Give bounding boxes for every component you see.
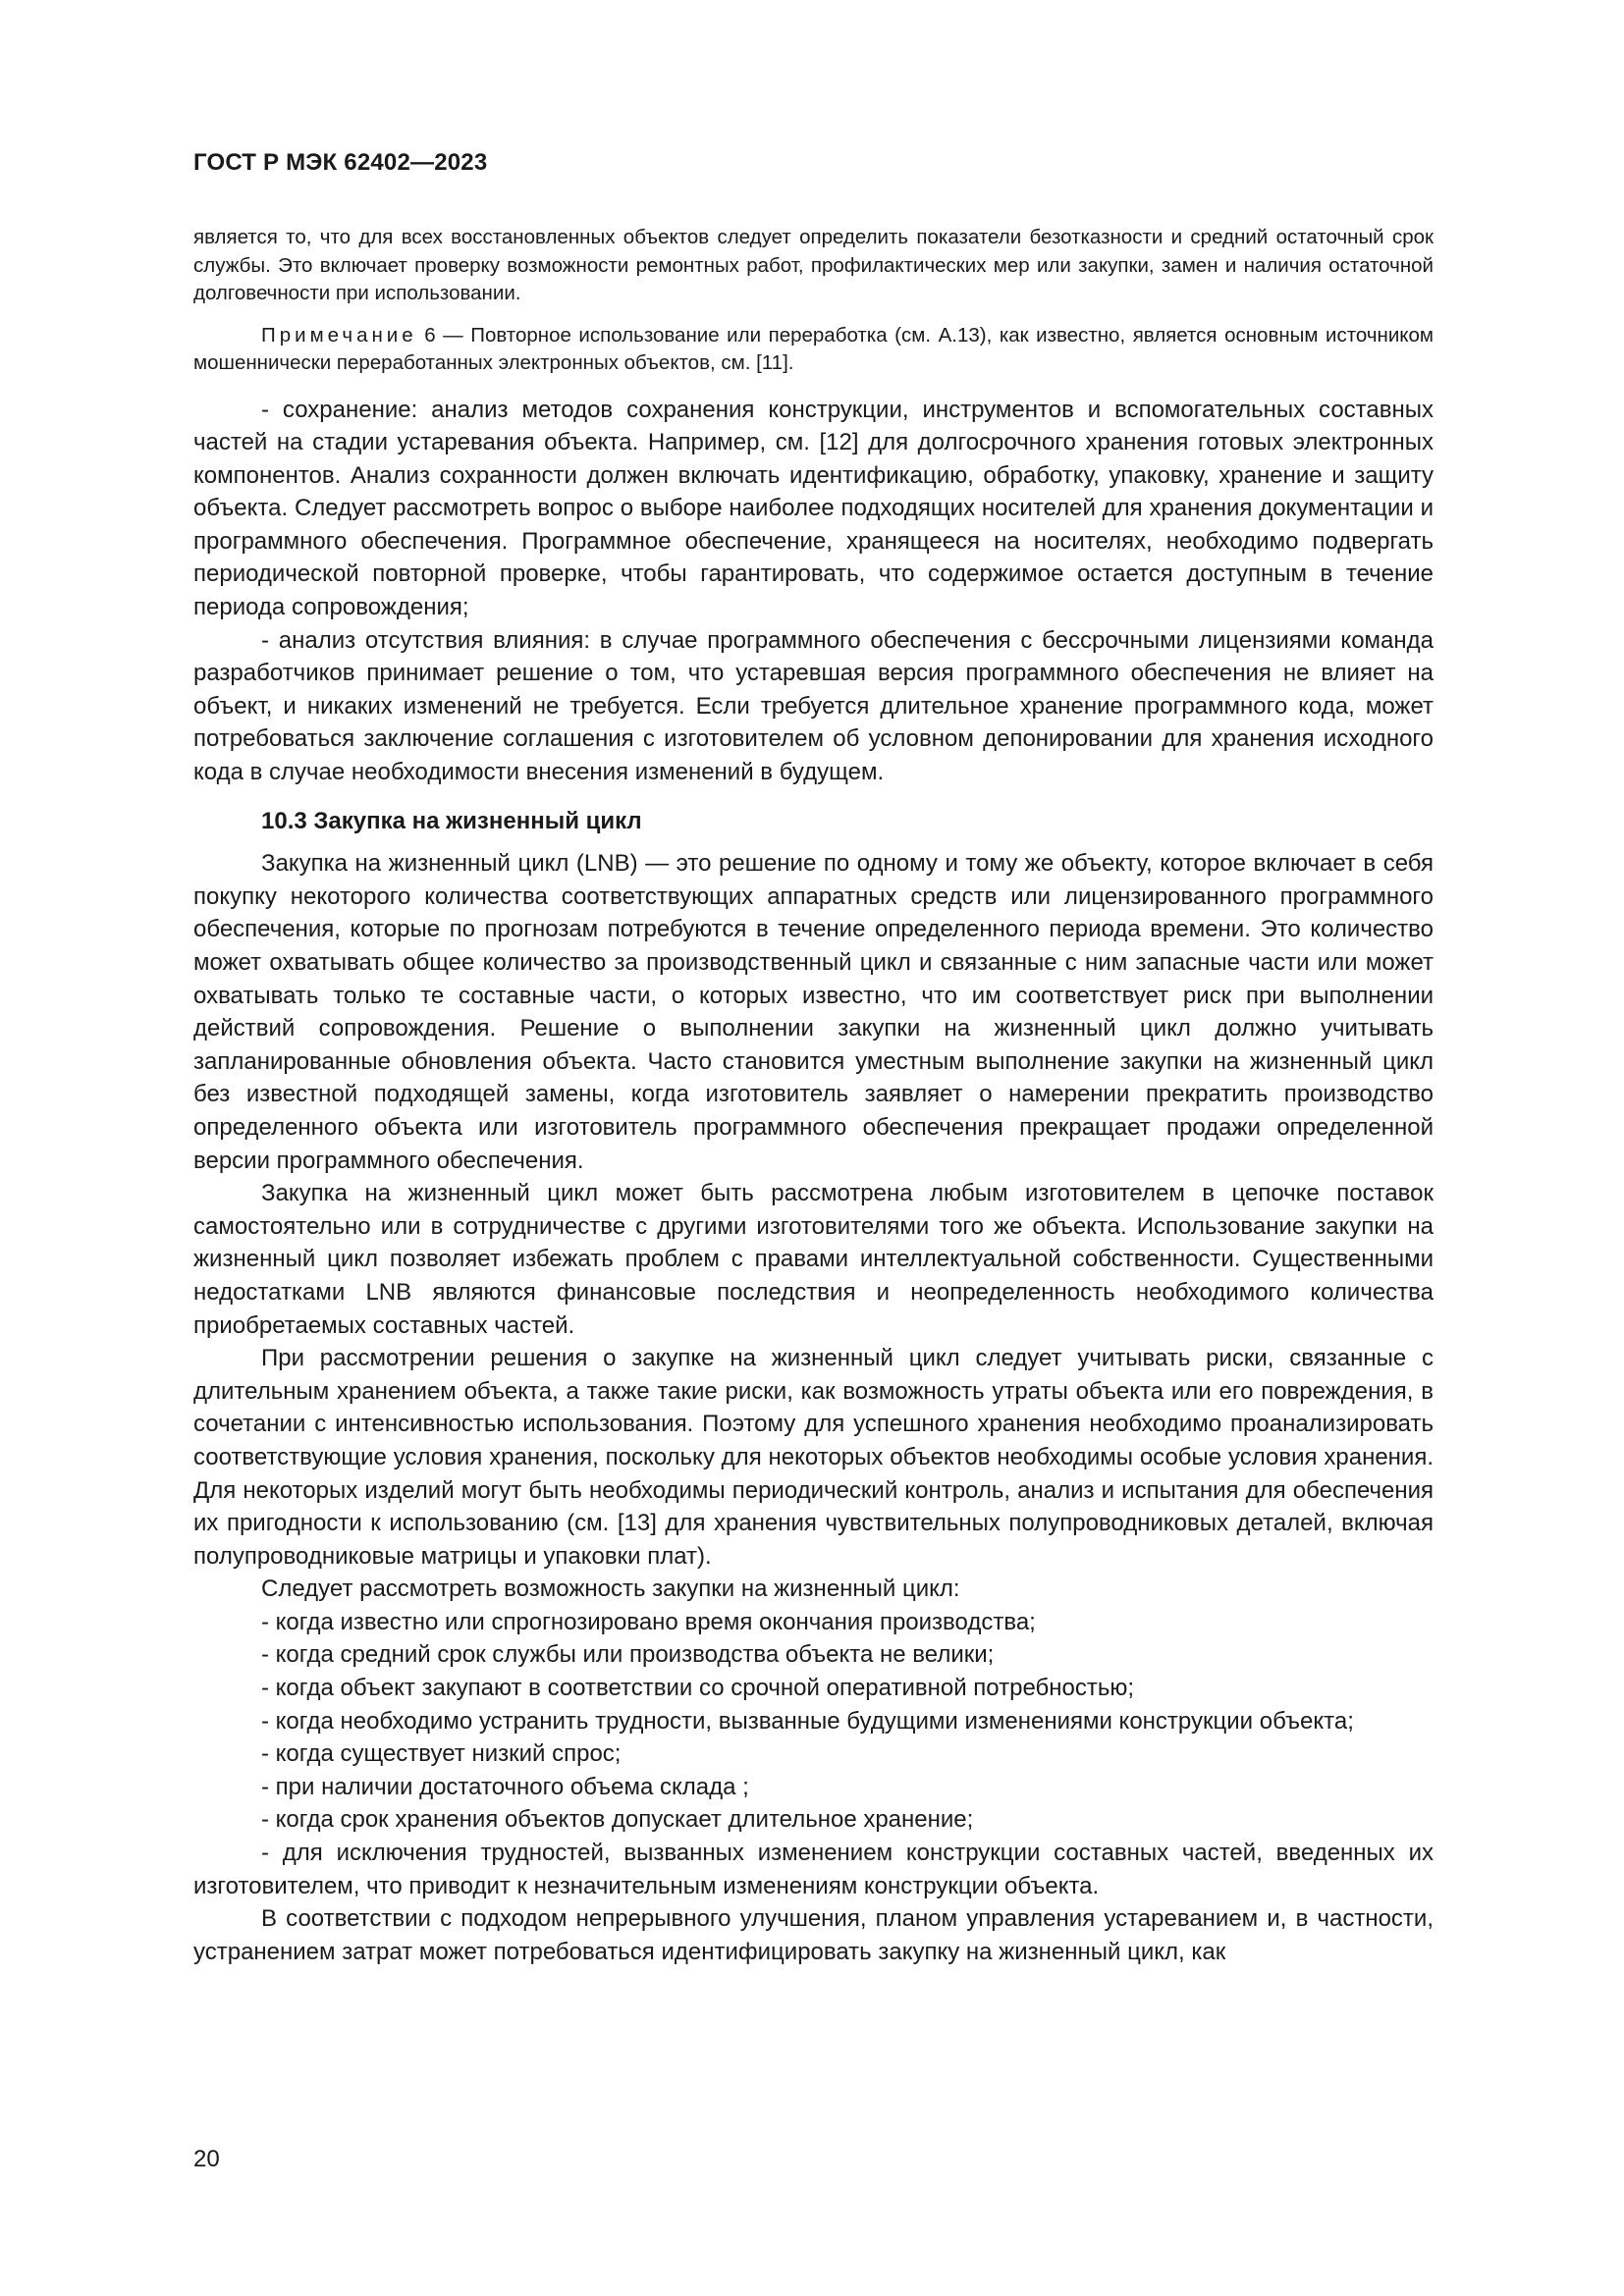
list-item: - когда необходимо устранить трудности, вызванные будущими изменениями конструкции объекта; (261, 1707, 1354, 1735)
section-body (193, 847, 1434, 1968)
paragraph: В соответствии с подходом непрерывного улучшения, планом управления устареванием и, в частности, устранением затрат может потребоваться идентифицировать закупку на жизненный цикл, как (193, 1905, 1434, 1965)
note-label: Примечание (261, 323, 417, 347)
list-item: - когда существует низкий спрос; (261, 1740, 622, 1768)
note-paragraph (193, 322, 1434, 378)
paragraph: Закупка на жизненный цикл (LNB) — это решение по одному и тому же объекту, которое включает в себя покупку некоторого количества соответствующих аппаратных средств или лицензированного программного обеспечения, которые по прогнозам потребуются в течение определенного периода времени. Это количество может охватывать общее количество за производственный цикл и связанные с ним запасные части или может охватывать только те составные части, о которых известно, что им соответствует риск при выполнении действий сопровождения. Решение о выполнении закупки на жизненный цикл должно учитывать запланированные обновления объекта. Часто становится уместным выполнение закупки на жизненный цикл без известной подходящей замены, когда изготовитель заявляет о намерении прекратить производство определенного объекта или изготовитель программного обеспечения прекращает продажи определенной версии программного обеспечения. (193, 850, 1434, 1174)
preservation-block (193, 394, 1434, 789)
list-item-no-impact: - анализ отсутствия влияния: в случае программного обеспечения с бессрочными лицензиями команда разработчиков принимает решение о том, что устаревшая версия программного обеспечения не влияет на объект, и никаких изменений не требуется. Если требуется длительное хранение программного кода, может потребоваться заключение соглашения с изготовителем об условном депонировании для хранения исходного кода в случае необходимости внесения изменений в будущем. (193, 626, 1434, 786)
list-item: - когда объект закупают в соответствии со срочной оперативной потребностью; (261, 1675, 1135, 1702)
document-page (193, 0, 1434, 2296)
list-item: - для исключения трудностей, вызванных изменением конструкции составных частей, введенных их изготовителем, что приводит к незначительным изменениям конструкции объекта. (193, 1840, 1434, 1899)
list-item-preservation: - сохранение: анализ методов сохранения конструкции, инструментов и вспомогательных составных частей на стадии устаревания объекта. Например, см. [12] для долгосрочного хранения готовых электронных компонентов. Анализ сохранности должен включать идентификацию, обработку, упаковку, хранение и защиту объекта. Следует рассмотреть вопрос о выборе наиболее подходящих носителей для хранения документации и программного обеспечения. Программное обеспечение, хранящееся на носителях, необходимо подвергать периодической повторной проверке, чтобы гарантировать, что содержимое остается доступным в течение периода сопровождения; (193, 396, 1434, 621)
document-body (193, 224, 1434, 1968)
paragraph: Следует рассмотреть возможность закупки на жизненный цикл: (261, 1575, 960, 1603)
list-item: - когда срок хранения объектов допускает длительное хранение; (261, 1806, 974, 1834)
list-item: - когда средний срок службы или производства объекта не велики; (261, 1641, 995, 1669)
paragraph: При рассмотрении решения о закупке на жизненный цикл следует учитывать риски, связанные с длительным хранением объекта, а также такие риски, как возможность утраты объекта или его повреждения, в сочетании с интенсивностью использования. Поэтому для успешного хранения необходимо проанализировать соответствующие условия хранения, поскольку для некоторых объектов необходимы особые условия хранения. Для некоторых изделий могут быть необходимы периодический контроль, анализ и испытания для обеспечения их пригодности к использованию (см. [13] для хранения чувствительных полупроводниковых деталей, включая полупроводниковые матрицы и упаковки плат). (193, 1345, 1434, 1570)
page-number: 20 (193, 2146, 220, 2172)
note-text: 6 — Повторное использование или переработка (см. А.13), как известно, является основным источником мошеннически переработанных электронных объектов, см. [11]. (193, 323, 1434, 374)
list-item: - при наличии достаточного объема склада ; (261, 1773, 749, 1800)
list-item: - когда известно или спрогнозировано время окончания производства; (261, 1608, 1036, 1635)
paragraph: Закупка на жизненный цикл может быть рассмотрена любым изготовителем в цепочке поставок самостоятельно или в сотрудничестве с другими изготовителями того же объекта. Использование закупки на жизненный цикл позволяет избежать проблем с правами интеллектуальной собственности. Существенными недостатками LNB являются финансовые последствия и неопределенность необходимого количества приобретаемых составных частей. (193, 1180, 1434, 1339)
document-header: ГОСТ Р МЭК 62402—2023 (193, 149, 488, 176)
section-heading: 10.3 Закупка на жизненный цикл (261, 807, 642, 834)
continued-paragraph: является то, что для всех восстановленных объектов следует определить показатели безотказности и средний остаточный срок службы. Это включает проверку возможности ремонтных работ, профилактических мер или закупки, замен и наличия остаточной долговечности при использовании. (193, 226, 1434, 304)
